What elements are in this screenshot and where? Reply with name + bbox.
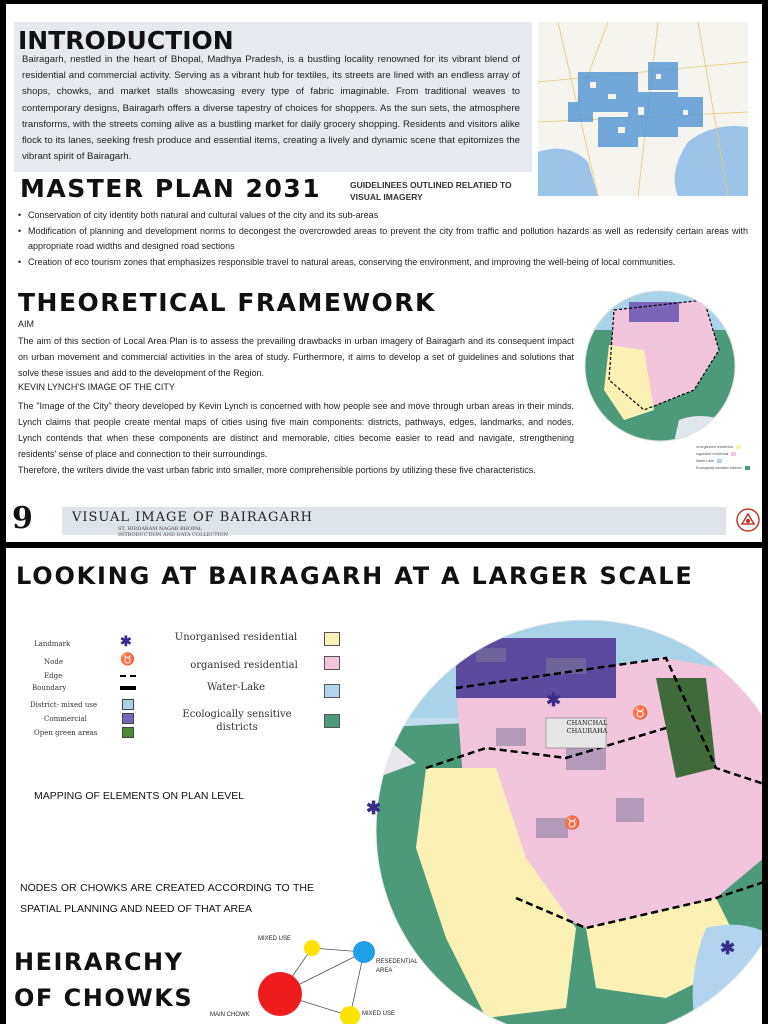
bullet-item: • Creation of eco tourism zones that emphasizes responsible travel to natural areas, conserving the environment, and improving the well-being of local communities. (18, 255, 748, 271)
theory-heading: THEORETICAL FRAMEWORK (18, 288, 436, 317)
landmark-icon: ✱ (720, 938, 736, 959)
page-top (6, 4, 762, 542)
legend-edge-label: Edge (44, 672, 63, 680)
footer-title: VISUAL IMAGE OF BAIRAGARH (72, 510, 313, 525)
mapping-caption: MAPPING OF ELEMENTS ON PLAN LEVEL (34, 790, 245, 802)
intro-heading: INTRODUCTION (18, 26, 234, 55)
master-plan-bullets (18, 208, 748, 270)
district-swatch (122, 699, 134, 710)
mixed-use-node (304, 940, 320, 956)
edge-symbol (120, 675, 136, 677)
legend-district-label: District- mixed use (30, 701, 98, 709)
boundary-symbol (120, 686, 136, 690)
kevin-lynch-label: KEVIN LYNCH'S IMAGE OF THE CITY (18, 382, 175, 392)
open-green-swatch (122, 727, 134, 738)
residential-label: RESEDENTIAL AREA (376, 959, 418, 974)
organised-swatch (324, 656, 340, 670)
main-chowk-node (258, 972, 302, 1016)
bullet-item: • Conservation of city identity both natural and cultural values of the city and its sub-areas (18, 208, 748, 224)
mixed-use-bottom-label: MIXED USE (362, 1011, 396, 1017)
guidelines-subtitle: GUIDELINEES OUTLINED RELATIED TO VISUAL IMAGERY (350, 180, 512, 202)
main-chowk-label: MAIN CHOWK (210, 1012, 250, 1018)
legend-open-green-label: Open green areas (34, 729, 98, 737)
node-icon: ♉ (120, 652, 135, 666)
page-number: 9 (12, 501, 33, 536)
therefore-text: Therefore, the writers divide the vast urban fabric into smaller, more comprehensible portions by utilizing these five characteristics. (18, 465, 536, 475)
landmark-icon: ✱ (546, 690, 562, 711)
school-logo-icon (736, 508, 760, 532)
bairagarh-round-map (366, 598, 762, 1024)
water-swatch (324, 684, 340, 698)
aim-label: AIM (18, 319, 35, 329)
commercial-swatch (122, 713, 134, 724)
unorganised-swatch (324, 632, 340, 646)
legend-commercial-label: Commercial (44, 715, 87, 723)
chanchal-chauraha-label: CHANCHAL CHAURAHA (566, 719, 608, 735)
legend-unorganised-label: Unorganised residential (174, 632, 298, 643)
footer-subtitle: ST. HIRDARAM NAGAR BHOPAL INTRODUCTION AND DATA COLLECTION (118, 526, 228, 538)
node-icon: ♉ (632, 706, 649, 721)
legend-boundary-label: Boundary (32, 684, 67, 692)
bairagarh-round-map-small (584, 290, 736, 442)
aim-text: The aim of this section of Local Area Plan is to assess the prevailing drawbacks in urban imagery of Bairagarh and its consequent impact on urban movement and commercial activities in the area of study. Furthermore, it aims to develop a set of guidelines and solutions that solve these issues and add to the development of the Region. (18, 336, 574, 378)
legend-organised-label: organised residential (190, 660, 298, 671)
small-map-legend: Unorganised residential organised residential Water-Lake Ecologically sensitive districts (696, 444, 756, 472)
mixed-use-node (340, 1006, 360, 1024)
page-bottom (6, 548, 762, 1024)
nodes-text: NODES OR CHOWKS ARE CREATED ACCORDING TO THE SPATIAL PLANNING AND NEED OF THAT AREA (20, 882, 314, 915)
legend-eco-label: Ecologically sensitive districts (182, 709, 292, 733)
larger-scale-heading: LOOKING AT BAIRAGARH AT A LARGER SCALE (16, 562, 694, 590)
bullet-item: • Modification of planning and development norms to decongest the overcrowded areas to prevent the city from traffic and pollution hazards as well as redensify certain areas with appropriate road widths and designed road sections (18, 224, 748, 255)
kevin-lynch-text: The "Image of the City" theory developed by Kevin Lynch is concerned with how people see and move through urban areas in their minds. Lynch claims that people create mental maps of cities using five main components: districts, pathways, edges, landmarks, and nodes. Lynch contends that when these components are distinct and memorable, cities become easier to read and navigate, strengthening residents' sense of place and connection to their surroundings. (18, 401, 574, 459)
landmark-icon: ✱ (366, 798, 382, 819)
hierarchy-heading: HEIRARCHY OF CHOWKS (14, 948, 194, 1012)
landmark-icon: ✱ (120, 634, 132, 650)
eco-swatch (324, 714, 340, 728)
legend-water-label: Water-Lake (206, 682, 266, 693)
legend-landmark-label: Landmark (34, 640, 71, 648)
node-icon: ♉ (564, 816, 581, 831)
intro-text: Bairagarh, nestled in the heart of Bhopal, Madhya Pradesh, is a bustling locality renowned for its vibrant blend of residential and commercial activity. Serving as a vibrant hub for textiles, its streets are lined with an endless array of shops, chowks, and market stalls showcasing every type of fabric imaginable. From traditional weaves to contemporary designs, Bairagarh offers a diverse tapestry of choices for shoppers. As the sun sets, the atmosphere transforms, with the streets coming alive as a bustling market for daily grocery shopping. Residents and visitors alike flock to its lanes, seeking fresh produce and essential items, creating a lively and dynamic scene that epitomizes the vibrant spirit of Bairagarh. (22, 54, 520, 163)
legend-node-label: Node (44, 658, 63, 666)
bhopal-map-image (538, 22, 748, 196)
master-plan-heading: MASTER PLAN 2031 (20, 174, 322, 203)
mixed-use-top-label: MIXED USE (258, 936, 292, 942)
